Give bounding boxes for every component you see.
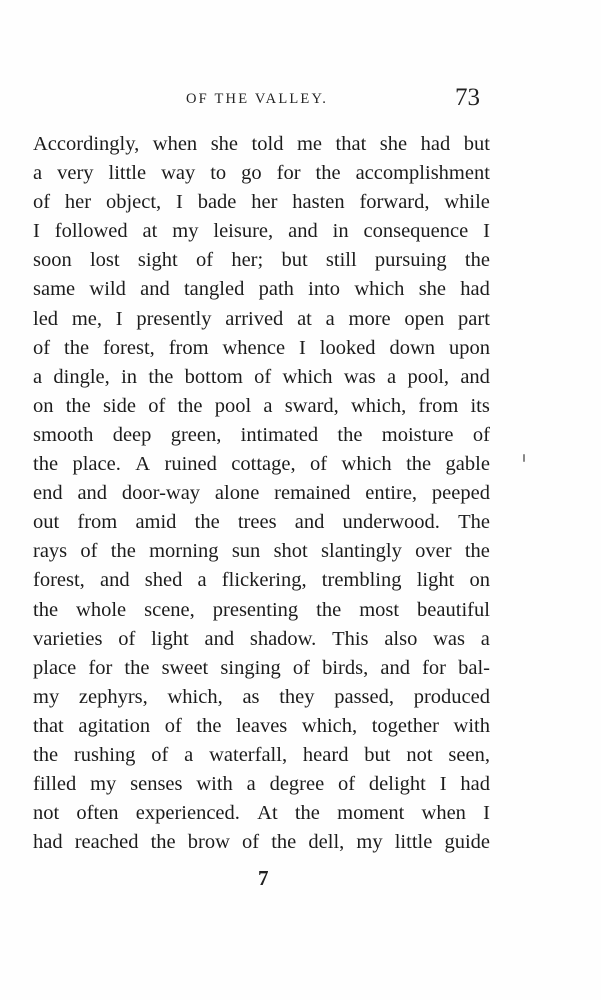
text-line: smooth deep green, intimated the moisture of [33, 423, 490, 446]
text-line: the whole scene, presenting the most beautiful [33, 598, 490, 621]
text-line: out from amid the trees and underwood. The [33, 511, 490, 534]
text-line: same wild and tangled path into which she had [33, 278, 490, 301]
paper-speck [523, 454, 525, 462]
text-line: soon lost sight of her; but still pursuing the [33, 249, 490, 272]
text-line: the rushing of a waterfall, heard but not seen, [33, 743, 490, 766]
text-line: had reached the brow of the dell, my little guide [33, 831, 490, 854]
text-line: Accordingly, when she told me that she had but [33, 133, 490, 155]
text-line: filled my senses with a degree of delight I had [33, 773, 490, 796]
text-line: end and door-way alone remained entire, peeped [33, 482, 490, 505]
body-text [33, 130, 490, 857]
text-line: led me, I presently arrived at a more open part [33, 307, 490, 330]
page-number: 73 [455, 84, 480, 111]
text-line: not often experienced. At the moment when I [33, 802, 490, 825]
text-line: forest, and shed a flickering, trembling light on [33, 569, 490, 592]
text-line: on the side of the pool a sward, which, from its [33, 394, 490, 417]
text-line: rays of the morning sun shot slantingly over the [33, 540, 490, 563]
text-line: I followed at my leisure, and in consequence I [33, 220, 490, 243]
signature-mark: 7 [258, 866, 269, 890]
text-line: of her object, I bade her hasten forward, while [33, 191, 490, 214]
text-line: my zephyrs, which, as they passed, produced [33, 685, 490, 708]
text-line: a very little way to go for the accomplishment [33, 162, 490, 185]
running-head: OF THE VALLEY. [186, 91, 329, 107]
text-line: place for the sweet singing of birds, and for bal- [33, 656, 490, 679]
text-line: that agitation of the leaves which, together with [33, 714, 490, 737]
text-line: the place. A ruined cottage, of which the gable [33, 453, 490, 476]
text-line: varieties of light and shadow. This also was a [33, 627, 490, 650]
text-line: of the forest, from whence I looked down upon [33, 336, 490, 359]
text-line: a dingle, in the bottom of which was a pool, and [33, 365, 490, 388]
